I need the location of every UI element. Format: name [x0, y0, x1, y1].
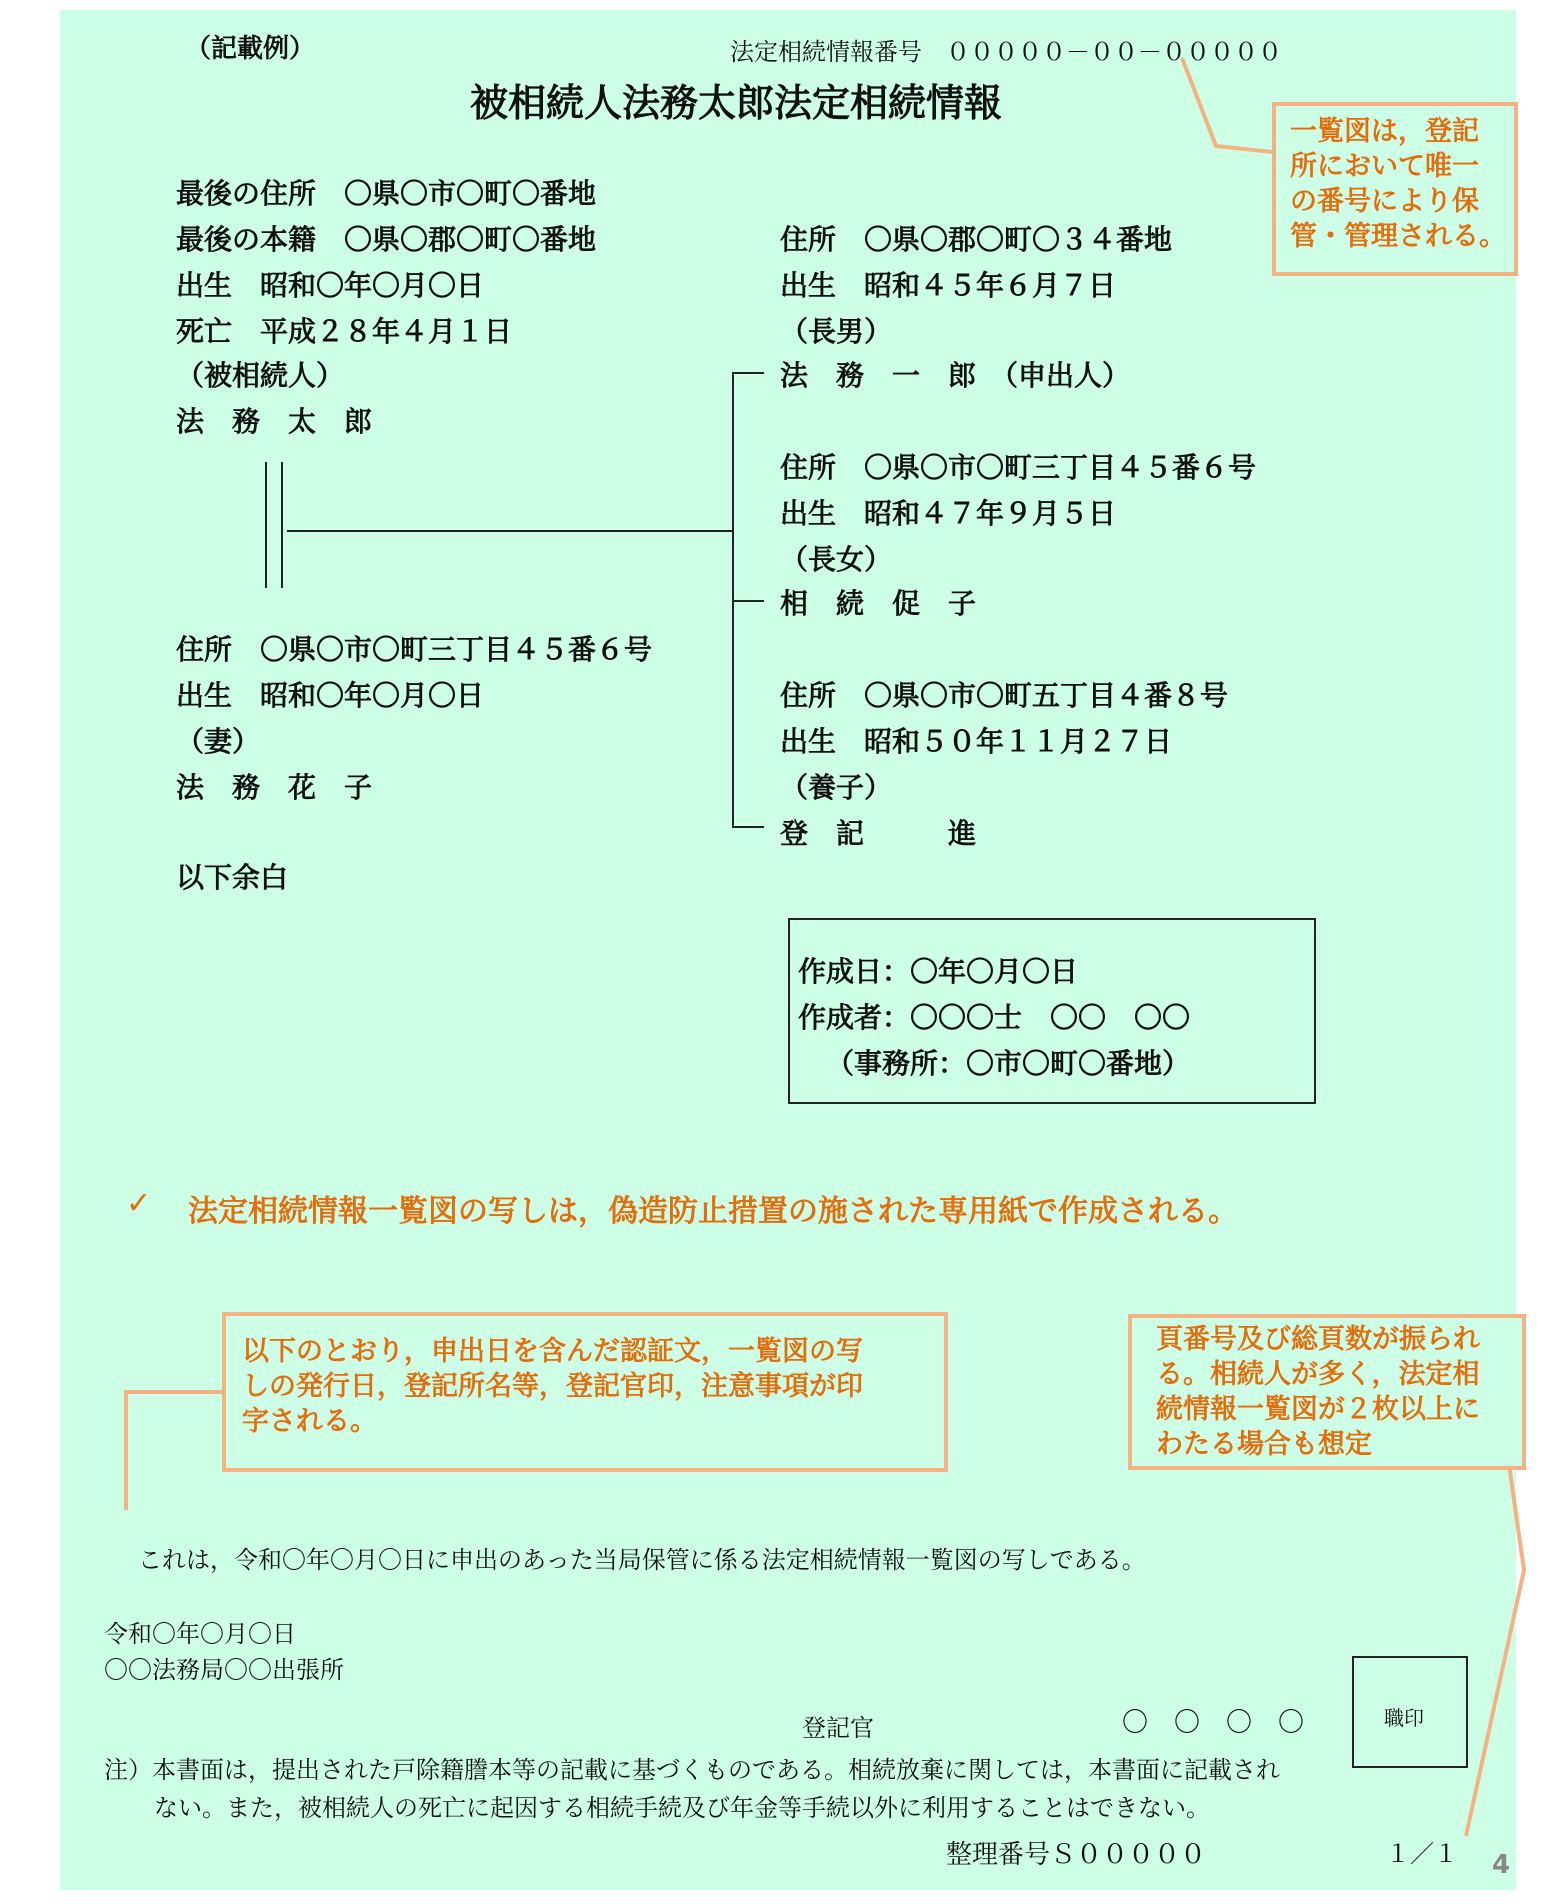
- callout-page-number: [1128, 1314, 1526, 1470]
- inheritance-info-number: 法定相続情報番号 ０００００－００－０００００: [730, 38, 1282, 66]
- child-1-address: 住所 〇県〇郡〇町〇３４番地: [780, 223, 1173, 256]
- serial-number: 整理番号Ｓ０００００: [946, 1840, 1207, 1870]
- spouse-birth: 出生 昭和〇年〇月〇日: [176, 679, 485, 712]
- child-1-birth: 出生 昭和４５年６月７日: [780, 269, 1117, 302]
- creator-office: （事務所：〇市〇町〇番地）: [826, 1047, 1191, 1080]
- spouse-name: 法 務 花 子: [176, 771, 373, 804]
- callout-mid-line-3: 字される。: [242, 1406, 377, 1437]
- creator-author: 作成者：〇〇〇士 〇〇 〇〇: [798, 1001, 1191, 1034]
- child-2-address: 住所 〇県〇市〇町三丁目４５番６号: [780, 451, 1257, 484]
- callout-unique-number: [1272, 102, 1518, 276]
- callout-mid-line-1: 以下のとおり，申出日を含んだ認証文，一覧図の写: [242, 1336, 863, 1367]
- deceased-birth: 出生 昭和〇年〇月〇日: [176, 269, 485, 302]
- callout-right-line-1: 頁番号及び総頁数が振られ: [1156, 1324, 1480, 1355]
- deceased-death: 死亡 平成２８年４月１日: [176, 315, 513, 348]
- blank-note: 以下余白: [176, 861, 289, 894]
- certification-statement: これは，令和〇年〇月〇日に申出のあった当局保管に係る法定相続情報一覧図の写しである。: [138, 1546, 1146, 1574]
- child-1-relation: （長男）: [780, 315, 893, 348]
- child-2-relation: （長女）: [780, 543, 893, 576]
- child-3-name: 登 記 進: [780, 817, 977, 850]
- callout-right-line-2: る。相続人が多く，法定相: [1156, 1359, 1480, 1390]
- example-label: （記載例）: [185, 34, 316, 64]
- child-2-name: 相 続 促 子: [780, 587, 977, 620]
- callout-top-line-1: 一覧図は，登記: [1290, 116, 1479, 147]
- leader-line-top: [1182, 58, 1272, 152]
- issuing-office: 〇〇法務局〇〇出張所: [104, 1656, 344, 1684]
- issue-date: 令和〇年〇月〇日: [104, 1620, 296, 1648]
- callout-top-line-3: の番号により保: [1290, 186, 1479, 217]
- slide-number: 4: [1492, 1850, 1511, 1880]
- child-1-name: 法 務 一 郎 （申出人）: [780, 359, 1131, 392]
- deceased-relation: （被相続人）: [176, 359, 345, 392]
- registrar-name: 〇 〇 〇 〇: [1122, 1708, 1305, 1738]
- deceased-address: 最後の住所 〇県〇市〇町〇番地: [176, 177, 597, 210]
- child-3-relation: （養子）: [780, 771, 893, 804]
- callout-top-line-2: 所において唯一: [1290, 151, 1479, 182]
- note-line-1: 注）本書面は，提出された戸除籍謄本等の記載に基づくものである。相続放棄に関しては，本書面に記載され: [104, 1756, 1280, 1784]
- spouse-address: 住所 〇県〇市〇町三丁目４５番６号: [176, 633, 653, 666]
- official-seal-label: 職印: [1384, 1706, 1424, 1730]
- deceased-domicile: 最後の本籍 〇県〇郡〇町〇番地: [176, 223, 597, 256]
- callout-top-line-4: 管・管理される。: [1290, 221, 1506, 252]
- child-3-address: 住所 〇県〇市〇町五丁目４番８号: [780, 679, 1229, 712]
- note-line-2: ない。また，被相続人の死亡に起因する相続手続及び年金等手続以外に利用することはできない。: [154, 1794, 1210, 1822]
- anti-forgery-statement: 法定相続情報一覧図の写しは，偽造防止措置の施された専用紙で作成される。: [188, 1194, 1238, 1229]
- callout-certification-text: [222, 1312, 948, 1472]
- leader-line-left: [126, 1392, 222, 1510]
- document-title: 被相続人法務太郎法定相続情報: [470, 81, 1003, 125]
- page-indicator: １／１: [1386, 1840, 1458, 1868]
- check-icon: ✓: [126, 1186, 152, 1221]
- registrar-label: 登記官: [802, 1714, 874, 1742]
- leader-line-right: [1466, 1458, 1524, 1836]
- child-2-birth: 出生 昭和４７年９月５日: [780, 497, 1117, 530]
- child-3-birth: 出生 昭和５０年１１月２７日: [780, 725, 1173, 758]
- spouse-relation: （妻）: [176, 725, 261, 758]
- callout-right-line-4: わたる場合も想定: [1156, 1429, 1372, 1460]
- creator-date: 作成日：〇年〇月〇日: [798, 955, 1079, 988]
- callout-mid-line-2: しの発行日，登記所名等，登記官印，注意事項が印: [242, 1371, 863, 1402]
- callout-right-line-3: 続情報一覧図が２枚以上に: [1156, 1394, 1480, 1425]
- deceased-name: 法 務 太 郎: [176, 405, 373, 438]
